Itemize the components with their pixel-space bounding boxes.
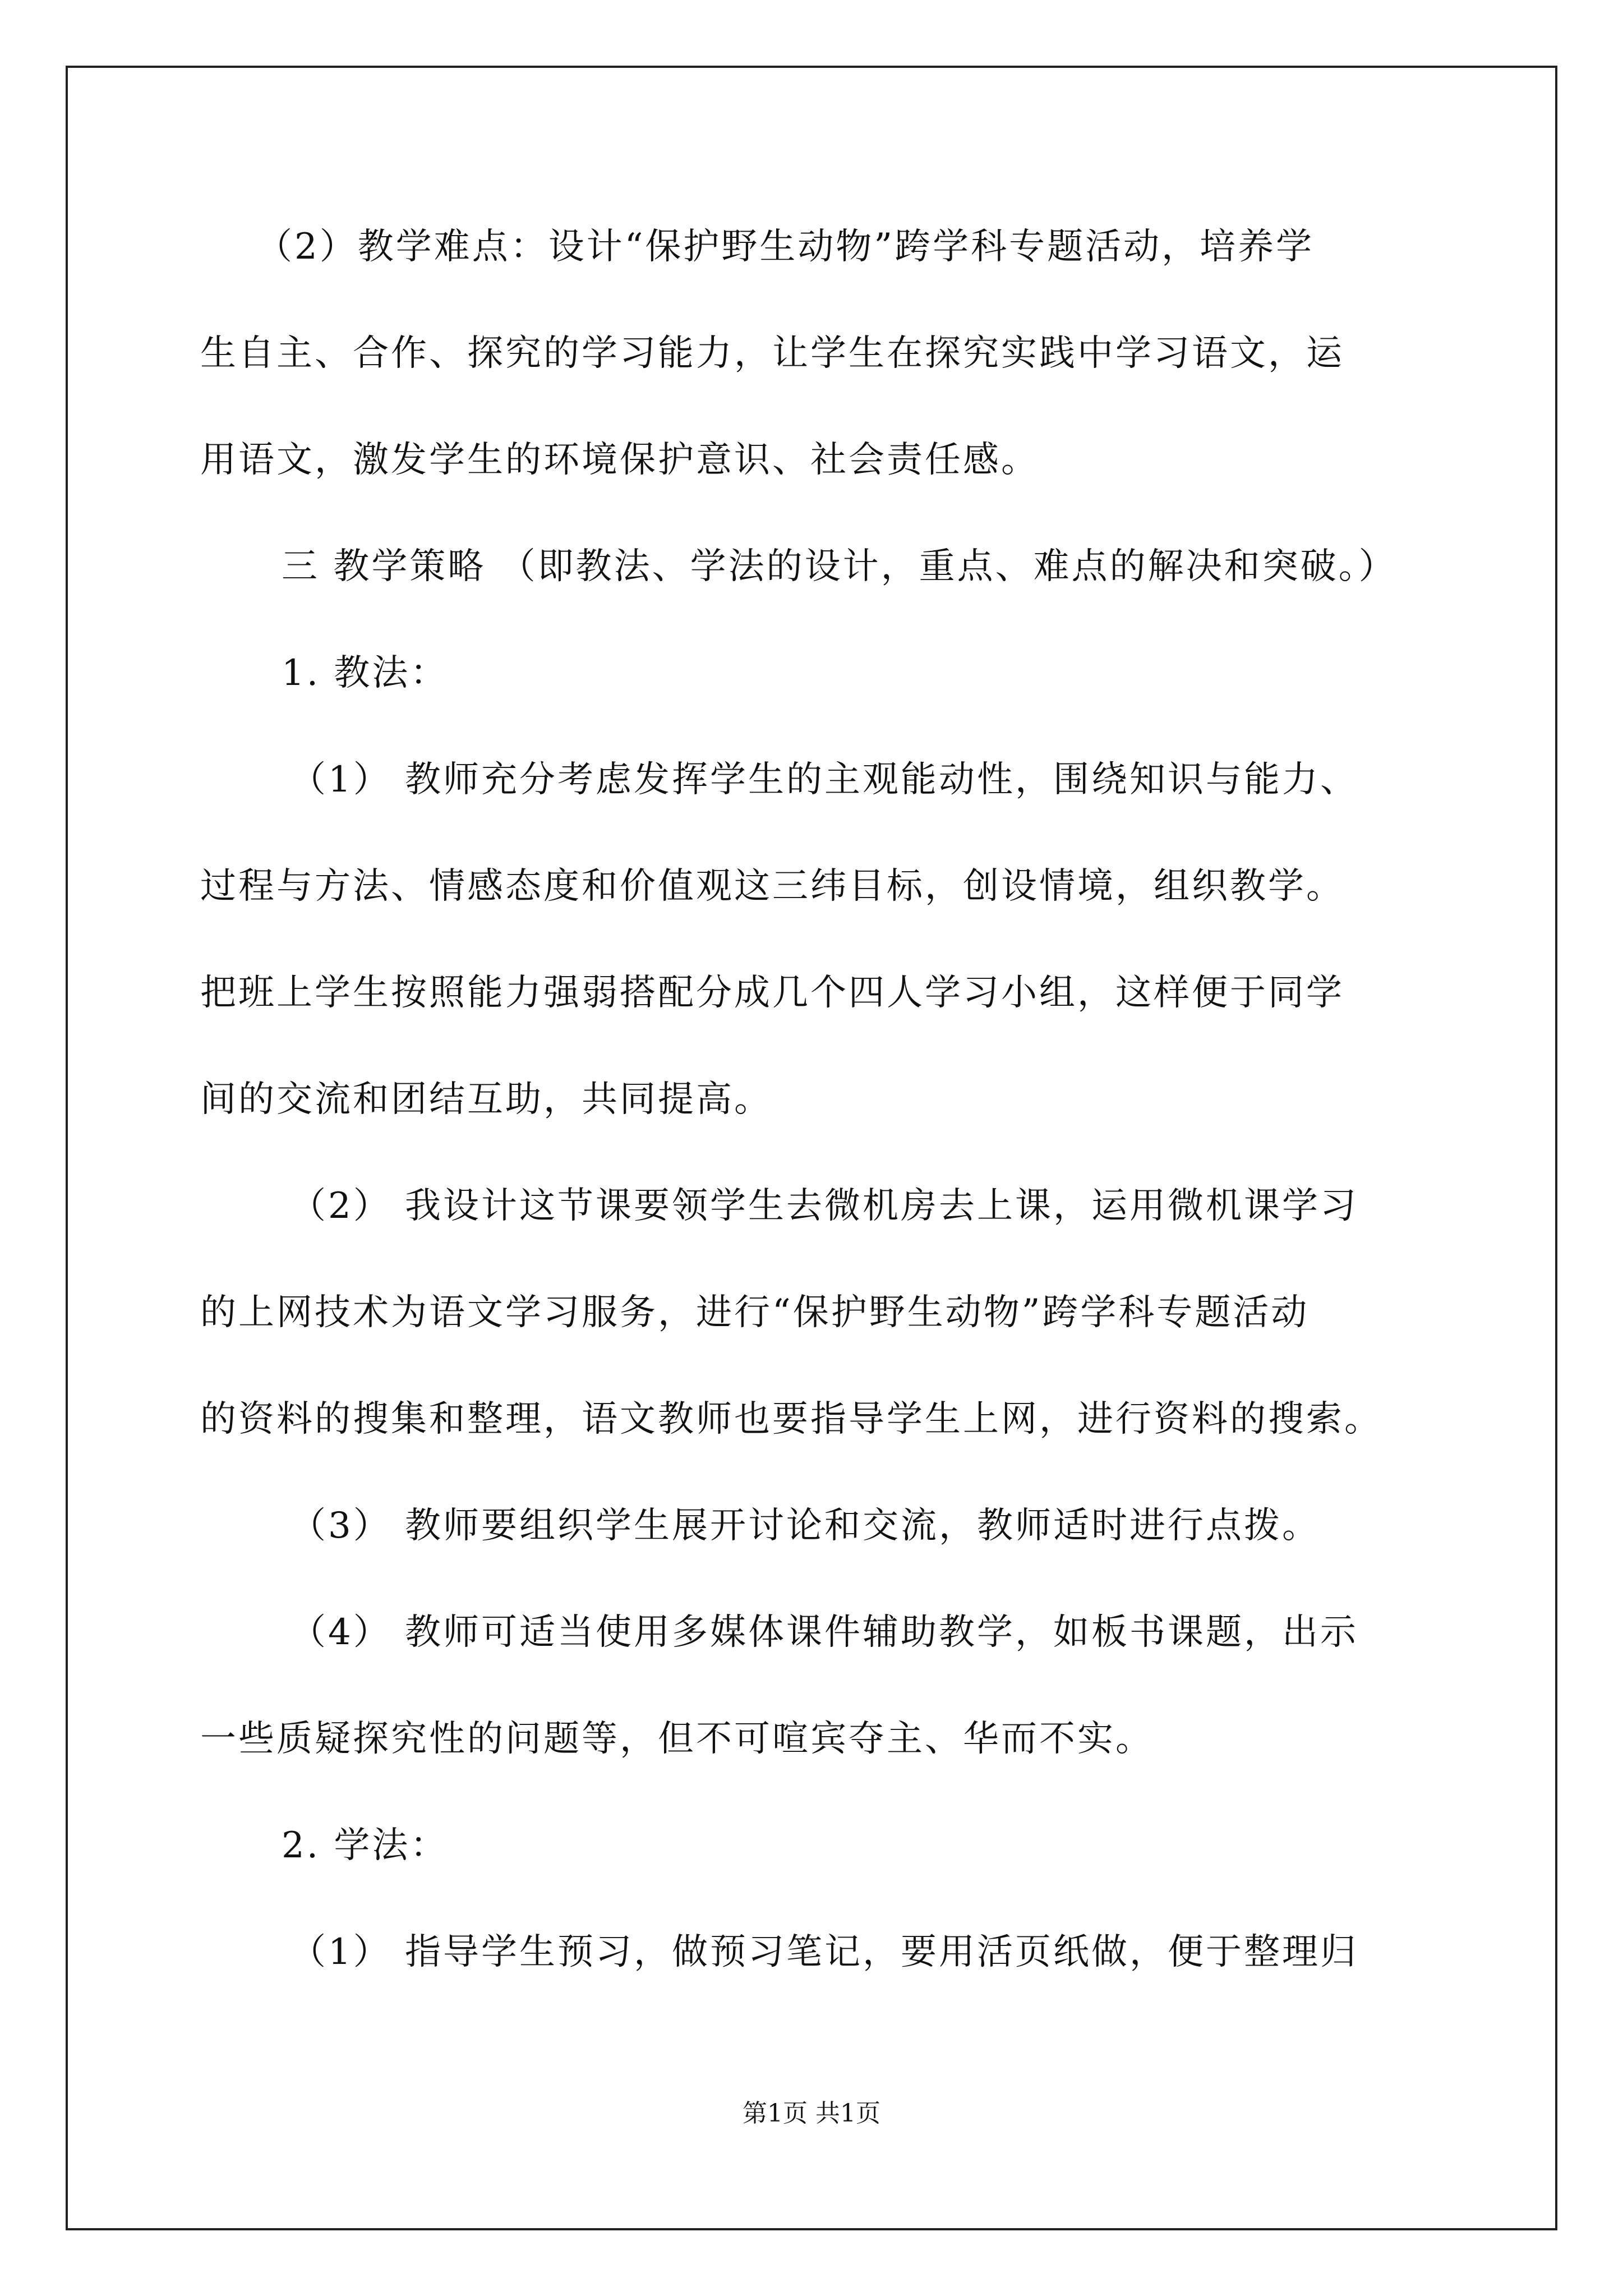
page-border bbox=[66, 66, 1557, 2230]
subsection-heading: 2. 学法： bbox=[282, 1825, 449, 1866]
section-heading: 三 教学策略 （即教法、学法的设计，重点、难点的解决和突破。） bbox=[282, 546, 1397, 587]
text-line: 间的交流和团结互助，共同提高。 bbox=[200, 1079, 772, 1120]
text-line: （1） 指导学生预习，做预习笔记，要用活页纸做，便于整理归 bbox=[290, 1931, 1359, 1973]
text-line: 用语文，激发学生的环境保护意识、社会责任感。 bbox=[200, 439, 1039, 481]
text-line: 过程与方法、情感态度和价值观这三纬目标，创设情境，组织教学。 bbox=[200, 866, 1344, 907]
page-number-footer: 第1页 共1页 bbox=[743, 2099, 880, 2128]
text-line: 生自主、合作、探究的学习能力，让学生在探究实践中学习语文，运 bbox=[200, 333, 1344, 374]
text-line: （2） 我设计这节课要领学生去微机房去上课，运用微机课学习 bbox=[290, 1185, 1359, 1227]
text-line: （1） 教师充分考虑发挥学生的主观能动性，围绕知识与能力、 bbox=[290, 759, 1359, 800]
text-line: 把班上学生按照能力强弱搭配分成几个四人学习小组，这样便于同学 bbox=[200, 972, 1344, 1014]
text-line: 一些质疑探究性的问题等，但不可喧宾夺主、华而不实。 bbox=[200, 1718, 1154, 1760]
subsection-heading: 1. 教法： bbox=[282, 652, 449, 694]
text-line: 的上网技术为语文学习服务，进行“保护野生动物”跨学科专题活动 bbox=[200, 1292, 1310, 1333]
text-line: 的资料的搜集和整理，语文教师也要指导学生上网，进行资料的搜索。 bbox=[200, 1398, 1382, 1440]
text-line: （4） 教师可适当使用多媒体课件辅助教学，如板书课题，出示 bbox=[290, 1612, 1359, 1653]
text-line: （2）教学难点：设计“保护野生动物”跨学科专题活动，培养学 bbox=[256, 226, 1315, 268]
text-line: （3） 教师要组织学生展开讨论和交流，教师适时进行点拨。 bbox=[290, 1505, 1321, 1547]
